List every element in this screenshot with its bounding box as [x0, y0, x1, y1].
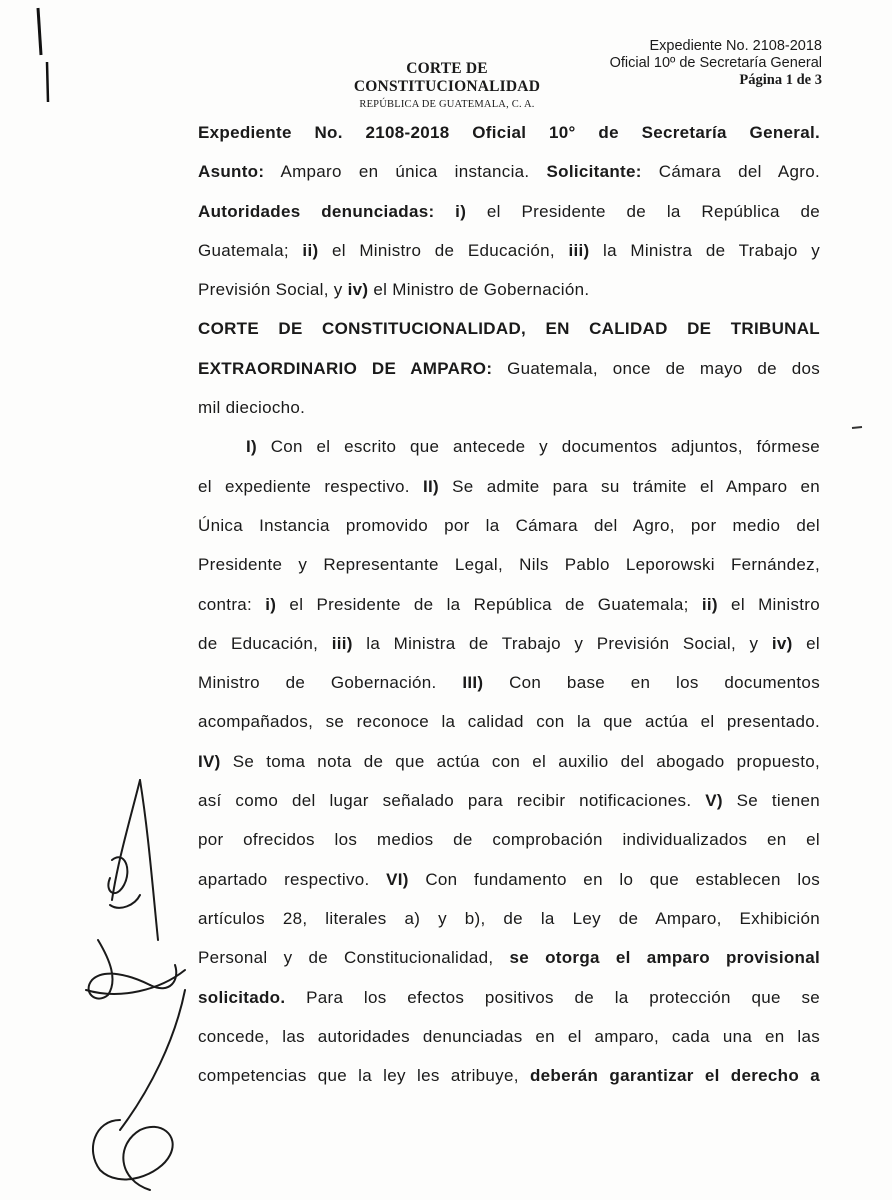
text-line: CORTE DE CONSTITUCIONALIDAD, EN CALIDAD DE TRIBUNAL	[198, 319, 820, 339]
text-line: Personal y de Constitucionalidad, se otorga el amparo provisional	[198, 948, 820, 968]
text-line: así como del lugar señalado para recibir notificaciones. V) Se tienen	[198, 791, 820, 811]
country-name: REPÚBLICA DE GUATEMALA, C. A.	[359, 99, 535, 110]
text-line: I) Con el escrito que antecede y documentos adjuntos, fórmese	[246, 437, 820, 457]
text-line: Autoridades denunciadas: i) el Presidente de la República de	[198, 201, 820, 221]
binding-mark	[38, 8, 41, 55]
binding-mark	[47, 62, 48, 102]
text-line: apartado respectivo. VI) Con fundamento en lo que establecen los	[198, 869, 820, 889]
text-line: Ministro de Gobernación. III) Con base en los documentos	[198, 673, 820, 693]
text-line: EXTRAORDINARIO DE AMPARO: Guatemala, once de mayo de dos	[198, 358, 821, 378]
text-line: solicitado. Para los efectos positivos de la protección que se	[198, 987, 820, 1007]
text-line: de Educación, iii) la Ministra de Trabajo y Previsión Social, y iv) el	[198, 633, 821, 653]
text-line: Guatemala; ii) el Ministro de Educación, iii) la Ministra de Trabajo y	[198, 240, 821, 260]
signature	[86, 780, 185, 1190]
text-line: Previsión Social, y iv) el Ministro de Gobernación.	[198, 280, 590, 300]
text-line: Expediente No. 2108-2018 Oficial 10° de Secretaría General.	[198, 123, 820, 142]
text-line: artículos 28, literales a) y b), de la Ley de Amparo, Exhibición	[198, 908, 820, 928]
text-line: el expediente respectivo. II) Se admite para su trámite el Amparo en	[198, 476, 820, 496]
court-name: CORTE DE CONSTITUCIONALIDAD	[353, 60, 541, 95]
office-name: Oficial 10º de Secretaría General	[609, 55, 822, 71]
text-line: por ofrecidos los medios de comprobación individualizados en el	[198, 830, 820, 850]
text-line: Única Instancia promovido por la Cámara del Agro, por medio del	[198, 515, 820, 535]
text-line: concede, las autoridades denunciadas en el amparo, cada una en las	[198, 1026, 820, 1046]
file-number: Expediente No. 2108-2018	[649, 38, 822, 54]
page-number: Página 1 de 3	[739, 72, 822, 88]
text-line: competencias que la ley les atribuye, deberán garantizar el derecho a	[198, 1066, 820, 1086]
text-line: Presidente y Representante Legal, Nils Pablo Leporowski Fernández,	[198, 555, 820, 575]
text-line: IV) Se toma nota de que actúa con el auxilio del abogado propuesto,	[198, 751, 820, 771]
text-line: mil dieciocho.	[198, 398, 306, 418]
text-line: contra: i) el Presidente de la República de Guatemala; ii) el Ministro	[198, 594, 820, 614]
text-line: acompañados, se reconoce la calidad con la que actúa el presentado.	[198, 712, 820, 732]
text-line: Asunto: Amparo en única instancia. Solicitante: Cámara del Agro.	[198, 162, 820, 182]
stray-mark	[852, 427, 862, 428]
